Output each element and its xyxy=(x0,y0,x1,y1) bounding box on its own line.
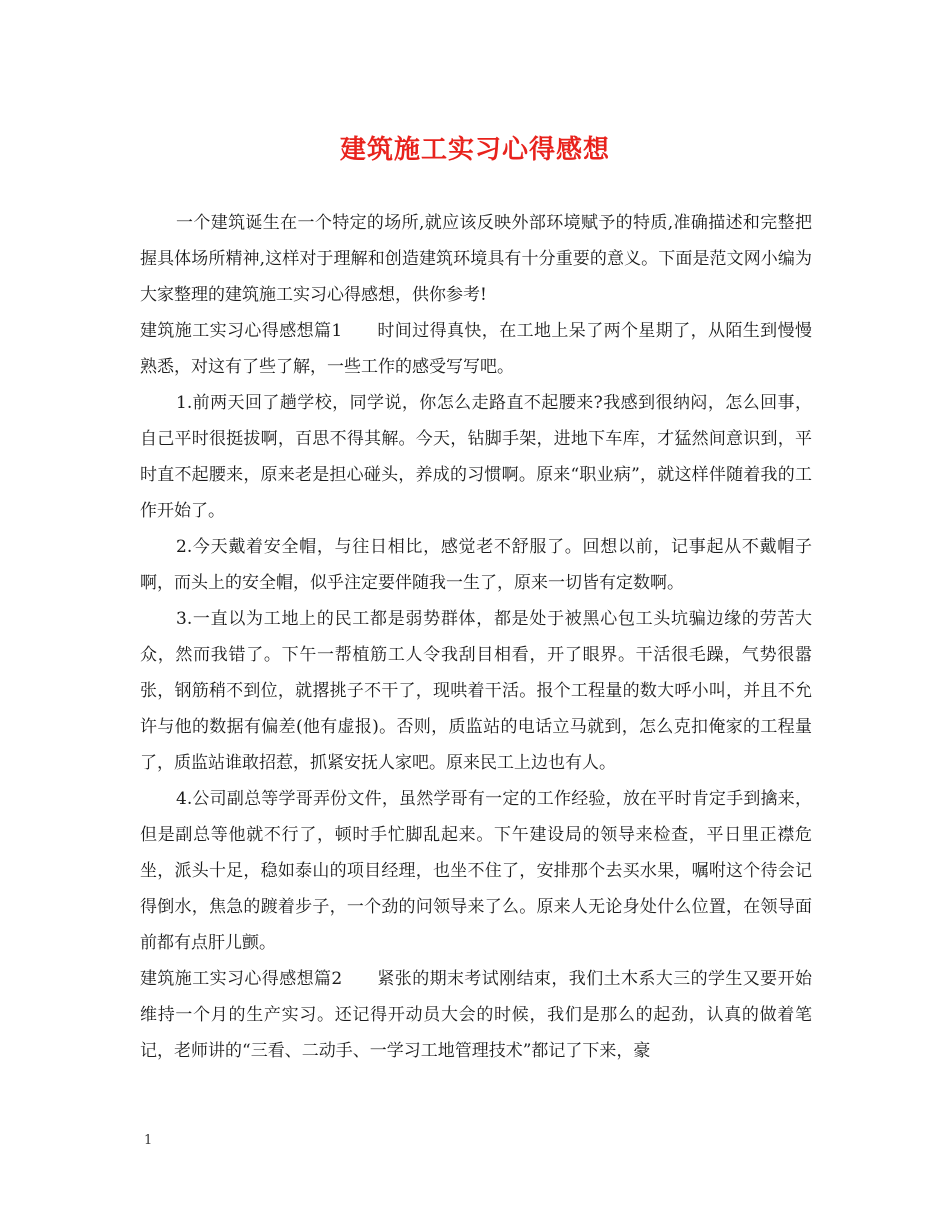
section-1-heading-paragraph: 建筑施工实习心得感想篇1 时间过得真快，在工地上呆了两个星期了，从陌生到慢慢熟悉，对这有了些了解，一些工作的感受写写吧。 xyxy=(140,321,812,377)
document-body xyxy=(140,205,812,1069)
point-4-paragraph: 4.公司副总等学哥弄份文件，虽然学哥有一定的工作经验，放在平时肯定手到擒来，但是副总等他就不行了，顿时手忙脚乱起来。下午建设局的领导来检查，平日里正襟危坐，派头十足，稳如泰山的项目经理，也坐不住了，安排那个去买水果，嘱咐这个待会记得倒水，焦急的踱着步子，一个劲的问领导来了么。原来人无论身处什么位置，在领导面前都有点肝儿颤。 xyxy=(140,789,812,953)
point-3-paragraph: 3.一直以为工地上的民工都是弱势群体，都是处于被黑心包工头坑骗边缘的劳苦大众，然而我错了。下午一帮植筋工人令我刮目相看，开了眼界。干活很毛躁，气势很嚣张，钢筋稍不到位，就撂挑子不干了，现哄着干活。报个工程量的数大呼小叫，并且不允许与他的数据有偏差(他有虚报)。否则，质监站的电话立马就到，怎么克扣俺家的工程量了，质监站谁敢招惹，抓紧安抚人家吧。原来民工上边也有人。 xyxy=(140,609,812,773)
section-2-heading-paragraph: 建筑施工实习心得感想篇2 紧张的期末考试刚结束，我们土木系大三的学生又要开始维持一个月的生产实习。还记得开动员大会的时候，我们是那么的起劲，认真的做着笔记，老师讲的“三看、二动手、一学习工地管理技术”都记了下来，豪 xyxy=(140,969,812,1061)
intro-paragraph: 一个建筑诞生在一个特定的场所,就应该反映外部环境赋予的特质,准确描述和完整把握具体场所精神,这样对于理解和创造建筑环境具有十分重要的意义。下面是范文网小编为大家整理的建筑施工实习心得感想，供你参考! xyxy=(140,213,812,305)
point-2-paragraph: 2.今天戴着安全帽，与往日相比，感觉老不舒服了。回想以前，记事起从不戴帽子啊，而头上的安全帽，似乎注定要伴随我一生了，原来一切皆有定数啊。 xyxy=(140,537,812,593)
point-1-paragraph: 1.前两天回了趟学校，同学说，你怎么走路直不起腰来?我感到很纳闷，怎么回事，自己平时很挺拔啊，百思不得其解。今天，钻脚手架，进地下车库，才猛然间意识到，平时直不起腰来，原来老是担心碰头，养成的习惯啊。原来“职业病”，就这样伴随着我的工作开始了。 xyxy=(140,393,812,521)
document-title: 建筑施工实习心得感想 xyxy=(339,135,610,165)
page-number: 1 xyxy=(144,1133,153,1148)
